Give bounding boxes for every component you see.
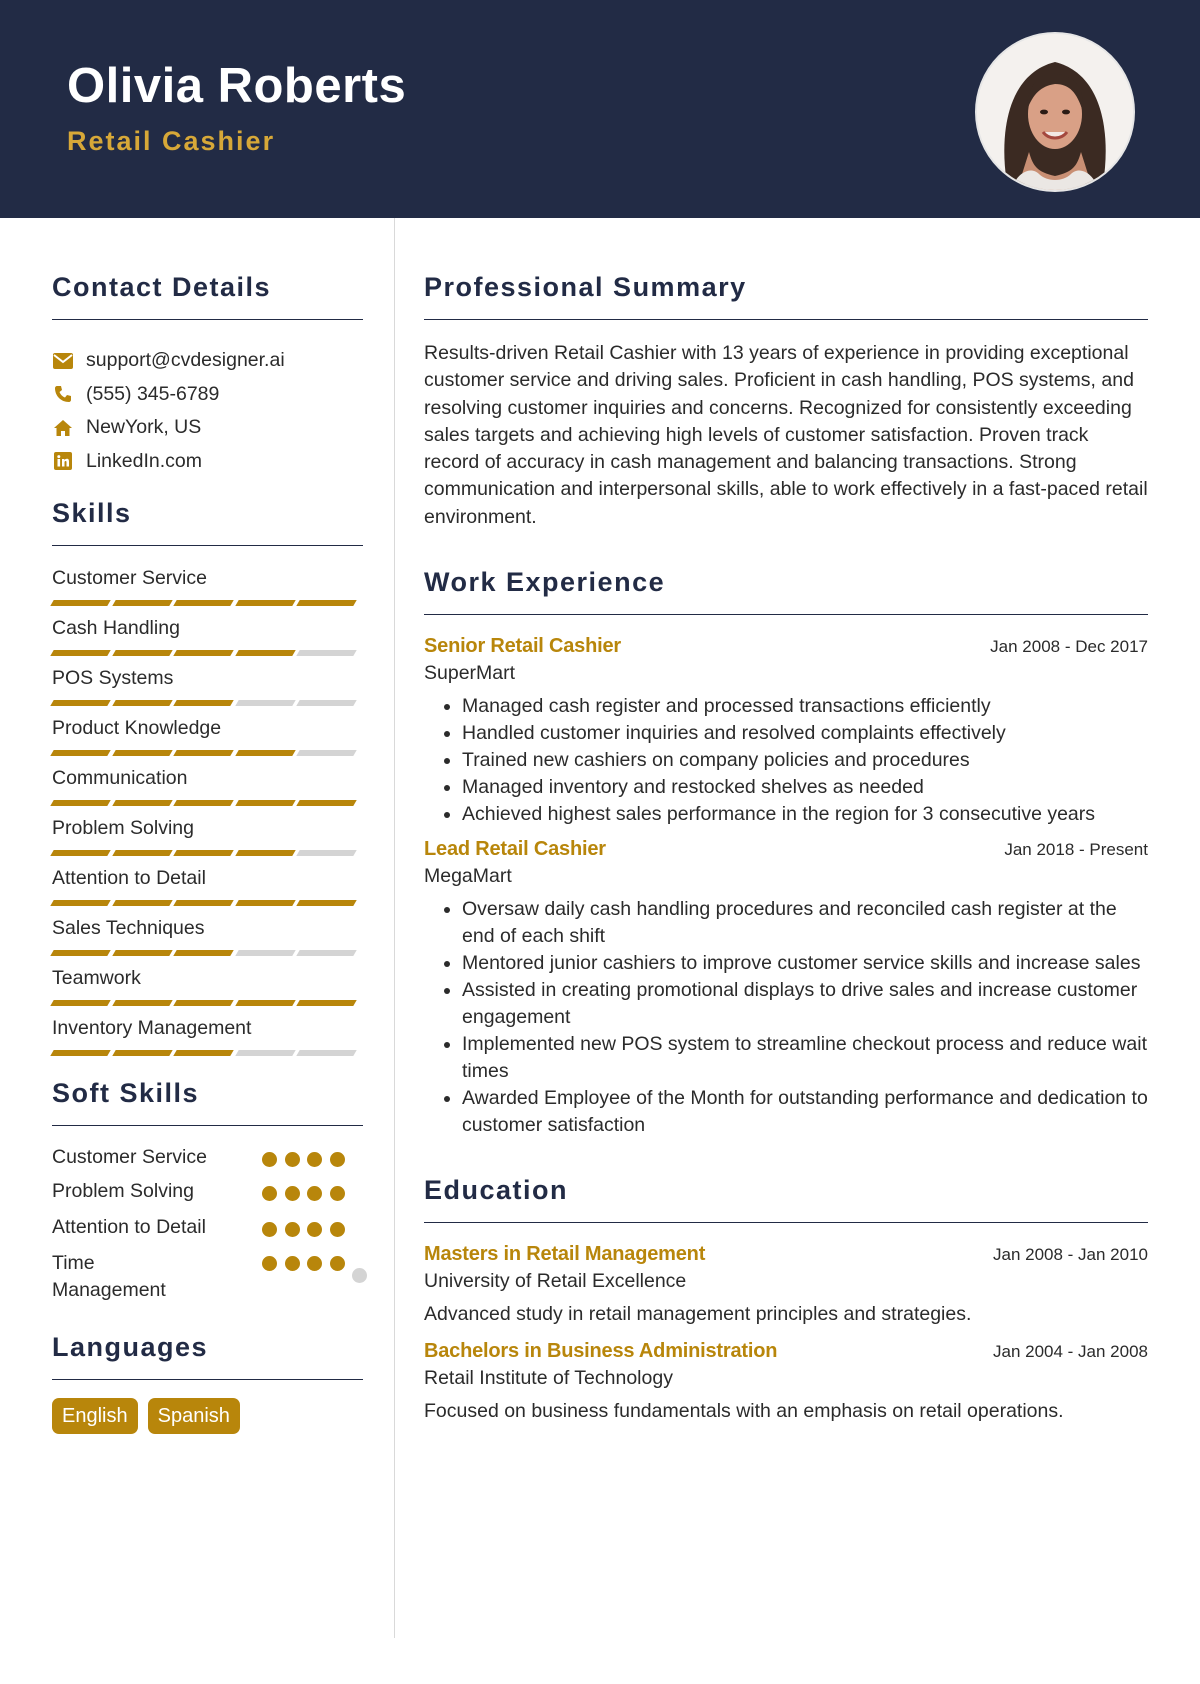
skill-name: Customer Service [52,567,207,589]
skill-level-segment [50,850,110,856]
soft-skill-row [52,1180,363,1216]
soft-skill-name: Time Management [52,1252,166,1301]
soft-skill-dots [262,1152,352,1167]
job-bullet: • Managed cash register and processed transactions efficiently [462,693,1148,720]
rating-dot [285,1256,300,1271]
skill-level-segment [173,750,233,756]
languages-list [52,1398,363,1434]
skill-level-segment [235,850,295,856]
soft-skills-section [52,1078,363,1308]
skill-level-bar [52,900,363,906]
skill-level-segment [296,950,356,956]
rating-dot [307,1222,322,1237]
skill-level-segment [235,600,295,606]
candidate-title: Retail Cashier [67,126,276,156]
skill-level-segment [50,950,110,956]
skill-level-bar [52,1000,363,1006]
summary-heading: Professional Summary [424,272,1148,320]
skill-level-segment [296,900,356,906]
skill-name: Problem Solving [52,817,194,839]
soft-skill-row [52,1216,363,1250]
skill-row [52,914,363,964]
education-degree: Bachelors in Business Administration [424,1340,778,1363]
education-degree: Masters in Retail Management [424,1243,706,1266]
job-bullet: • Mentored junior cashiers to improve customer service skills and increase sales [462,950,1148,977]
job-entry [424,635,1148,828]
soft-skill-dots [262,1256,382,1283]
resume-header [0,0,1200,218]
job-bullet: • Implemented new POS system to streamline checkout process and reduce wait times [462,1031,1148,1085]
skill-level-segment [173,1050,233,1056]
job-bullet: • Oversaw daily cash handling procedures and reconciled cash register at the end of each shift [462,896,1148,950]
rating-dot [262,1152,277,1167]
skill-level-segment [112,650,172,656]
linkedin-icon [52,451,74,471]
job-bullet: • Handled customer inquiries and resolved complaints effectively [462,720,1148,747]
soft-skill-name: Customer Service [52,1146,207,1168]
skill-row [52,564,363,614]
home-icon [52,418,74,438]
skill-level-segment [235,750,295,756]
skill-level-segment [112,750,172,756]
contact-heading: Contact Details [52,272,363,320]
job-bullets [424,693,1148,828]
education-description: Focused on business fundamentals with an emphasis on retail operations. [424,1400,1064,1423]
skill-level-segment [50,750,110,756]
skill-level-bar [52,650,363,656]
skill-level-bar [52,950,363,956]
skill-level-segment [112,800,172,806]
skill-level-segment [296,700,356,706]
rating-dot [330,1186,345,1201]
rating-dot [330,1152,345,1167]
rating-dot [307,1256,322,1271]
skill-name: POS Systems [52,667,174,689]
skill-level-bar [52,800,363,806]
rating-dot [285,1222,300,1237]
education-heading: Education [424,1175,1148,1223]
profile-photo [975,32,1135,192]
main-content [424,218,1148,1426]
candidate-name: Olivia Roberts [67,59,407,113]
job-dates: Jan 2008 - Dec 2017 [990,637,1148,657]
sidebar [52,218,363,1434]
language-tag: English [52,1398,138,1434]
education-section [424,1175,1148,1426]
skill-name: Inventory Management [52,1017,252,1039]
skill-level-segment [235,650,295,656]
skill-level-segment [296,650,356,656]
education-dates: Jan 2004 - Jan 2008 [992,1342,1148,1362]
skill-row [52,864,363,914]
skill-level-segment [50,800,110,806]
skills-list [52,564,363,1064]
skill-row [52,614,363,664]
soft-skill-dots [262,1186,352,1201]
contact-linkedin[interactable] [52,445,363,479]
skill-row [52,664,363,714]
skill-name: Product Knowledge [52,717,222,739]
language-tag: Spanish [148,1398,240,1434]
job-entry [424,838,1148,1139]
skill-level-segment [112,1000,172,1006]
skill-level-bar [52,600,363,606]
skill-level-segment [173,700,233,706]
experience-heading: Work Experience [424,567,1148,615]
rating-dot [285,1186,300,1201]
skill-level-segment [235,800,295,806]
skill-level-segment [235,1000,295,1006]
education-entry [424,1340,1148,1425]
soft-skill-name: Problem Solving [52,1180,194,1202]
skill-name: Teamwork [52,967,141,989]
skill-level-segment [296,850,356,856]
skill-level-bar [52,850,363,856]
skill-name: Communication [52,767,188,789]
languages-heading: Languages [52,1332,363,1380]
job-bullet: • Achieved highest sales performance in the region for 3 consecutive years [462,801,1148,828]
skill-level-segment [173,800,233,806]
skill-name: Cash Handling [52,617,180,639]
education-dates: Jan 2008 - Jan 2010 [992,1245,1148,1265]
contact-linkedin-text: LinkedIn.com [86,449,202,472]
contact-location [52,411,363,445]
skill-level-segment [296,750,356,756]
job-bullet: • Awarded Employee of the Month for outstanding performance and dedication to customer satisfaction [462,1085,1148,1139]
rating-dot [352,1268,367,1283]
skill-level-segment [235,1050,295,1056]
rating-dot [330,1222,345,1237]
phone-icon [52,384,74,404]
soft-skills-heading: Soft Skills [52,1078,363,1126]
skill-level-bar [52,750,363,756]
skill-level-segment [235,900,295,906]
skill-level-segment [296,600,356,606]
soft-skills-list [52,1146,363,1308]
skill-level-segment [296,1050,356,1056]
education-description: Advanced study in retail management principles and strategies. [424,1303,972,1326]
summary-section [424,272,1148,531]
skill-row [52,1014,363,1064]
skills-section [52,498,363,1064]
soft-skill-dots [262,1222,352,1237]
skill-level-segment [112,950,172,956]
rating-dot [262,1186,277,1201]
soft-skill-name: Attention to Detail [52,1216,206,1238]
skill-row [52,814,363,864]
education-entry [424,1243,1148,1328]
rating-dot [330,1256,345,1271]
skill-row [52,764,363,814]
column-divider [394,218,395,1638]
skill-level-segment [173,650,233,656]
skill-level-segment [173,600,233,606]
rating-dot [262,1222,277,1237]
education-school: University of Retail Excellence [424,1270,687,1293]
soft-skill-row [52,1146,363,1180]
job-dates: Jan 2018 - Present [1004,840,1148,860]
skill-level-segment [50,600,110,606]
skill-level-bar [52,700,363,706]
contact-email[interactable] [52,344,363,378]
job-company: SuperMart [424,662,516,685]
job-role: Senior Retail Cashier [424,635,621,658]
skill-level-segment [50,1050,110,1056]
rating-dot [262,1256,277,1271]
skill-level-segment [173,900,233,906]
skill-name: Attention to Detail [52,867,206,889]
skill-level-segment [50,700,110,706]
skill-level-segment [173,850,233,856]
skill-row [52,964,363,1014]
skill-level-segment [296,1000,356,1006]
skill-level-segment [50,900,110,906]
skill-level-segment [112,850,172,856]
skill-level-segment [235,700,295,706]
portrait-image [977,34,1133,190]
contact-phone[interactable] [52,378,363,412]
rating-dot [285,1152,300,1167]
experience-section [424,567,1148,1139]
skill-level-segment [173,950,233,956]
job-role: Lead Retail Cashier [424,838,606,861]
envelope-icon [52,351,74,371]
job-company: MegaMart [424,865,512,888]
job-bullet: • Trained new cashiers on company policies and procedures [462,747,1148,774]
skill-level-segment [112,700,172,706]
skill-level-segment [50,1000,110,1006]
skill-level-segment [296,800,356,806]
contact-phone-text: (555) 345-6789 [86,382,220,405]
summary-text: Results-driven Retail Cashier with 13 years of experience in providing exceptional customer service and driving sales. Proficient in cash handling, POS systems, and resolving customer inquiries and concerns. Recognized for consistently exceeding sales targets and achieving high levels of customer satisfaction. Proven track record of accuracy in cash management and balancing transactions. Strong communication and interpersonal skills, able to work effectively in a fast-paced retail environment. [424,342,1148,528]
job-bullets [424,896,1148,1139]
skills-heading: Skills [52,498,363,546]
contact-email-text: support@cvdesigner.ai [86,349,285,372]
soft-skill-row [52,1250,363,1308]
contact-location-text: NewYork, US [86,416,202,439]
education-school: Retail Institute of Technology [424,1367,673,1390]
skill-name: Sales Techniques [52,917,205,939]
job-bullet: • Assisted in creating promotional displays to drive sales and increase customer engagement [462,977,1148,1031]
skill-level-segment [173,1000,233,1006]
skill-level-segment [50,650,110,656]
skill-level-segment [112,900,172,906]
skill-level-segment [112,1050,172,1056]
skill-row [52,714,363,764]
skill-level-segment [235,950,295,956]
skill-level-bar [52,1050,363,1056]
languages-section [52,1332,363,1434]
job-bullet: • Managed inventory and restocked shelves as needed [462,774,1148,801]
skill-level-segment [112,600,172,606]
rating-dot [307,1186,322,1201]
contact-section [52,272,363,478]
rating-dot [307,1152,322,1167]
